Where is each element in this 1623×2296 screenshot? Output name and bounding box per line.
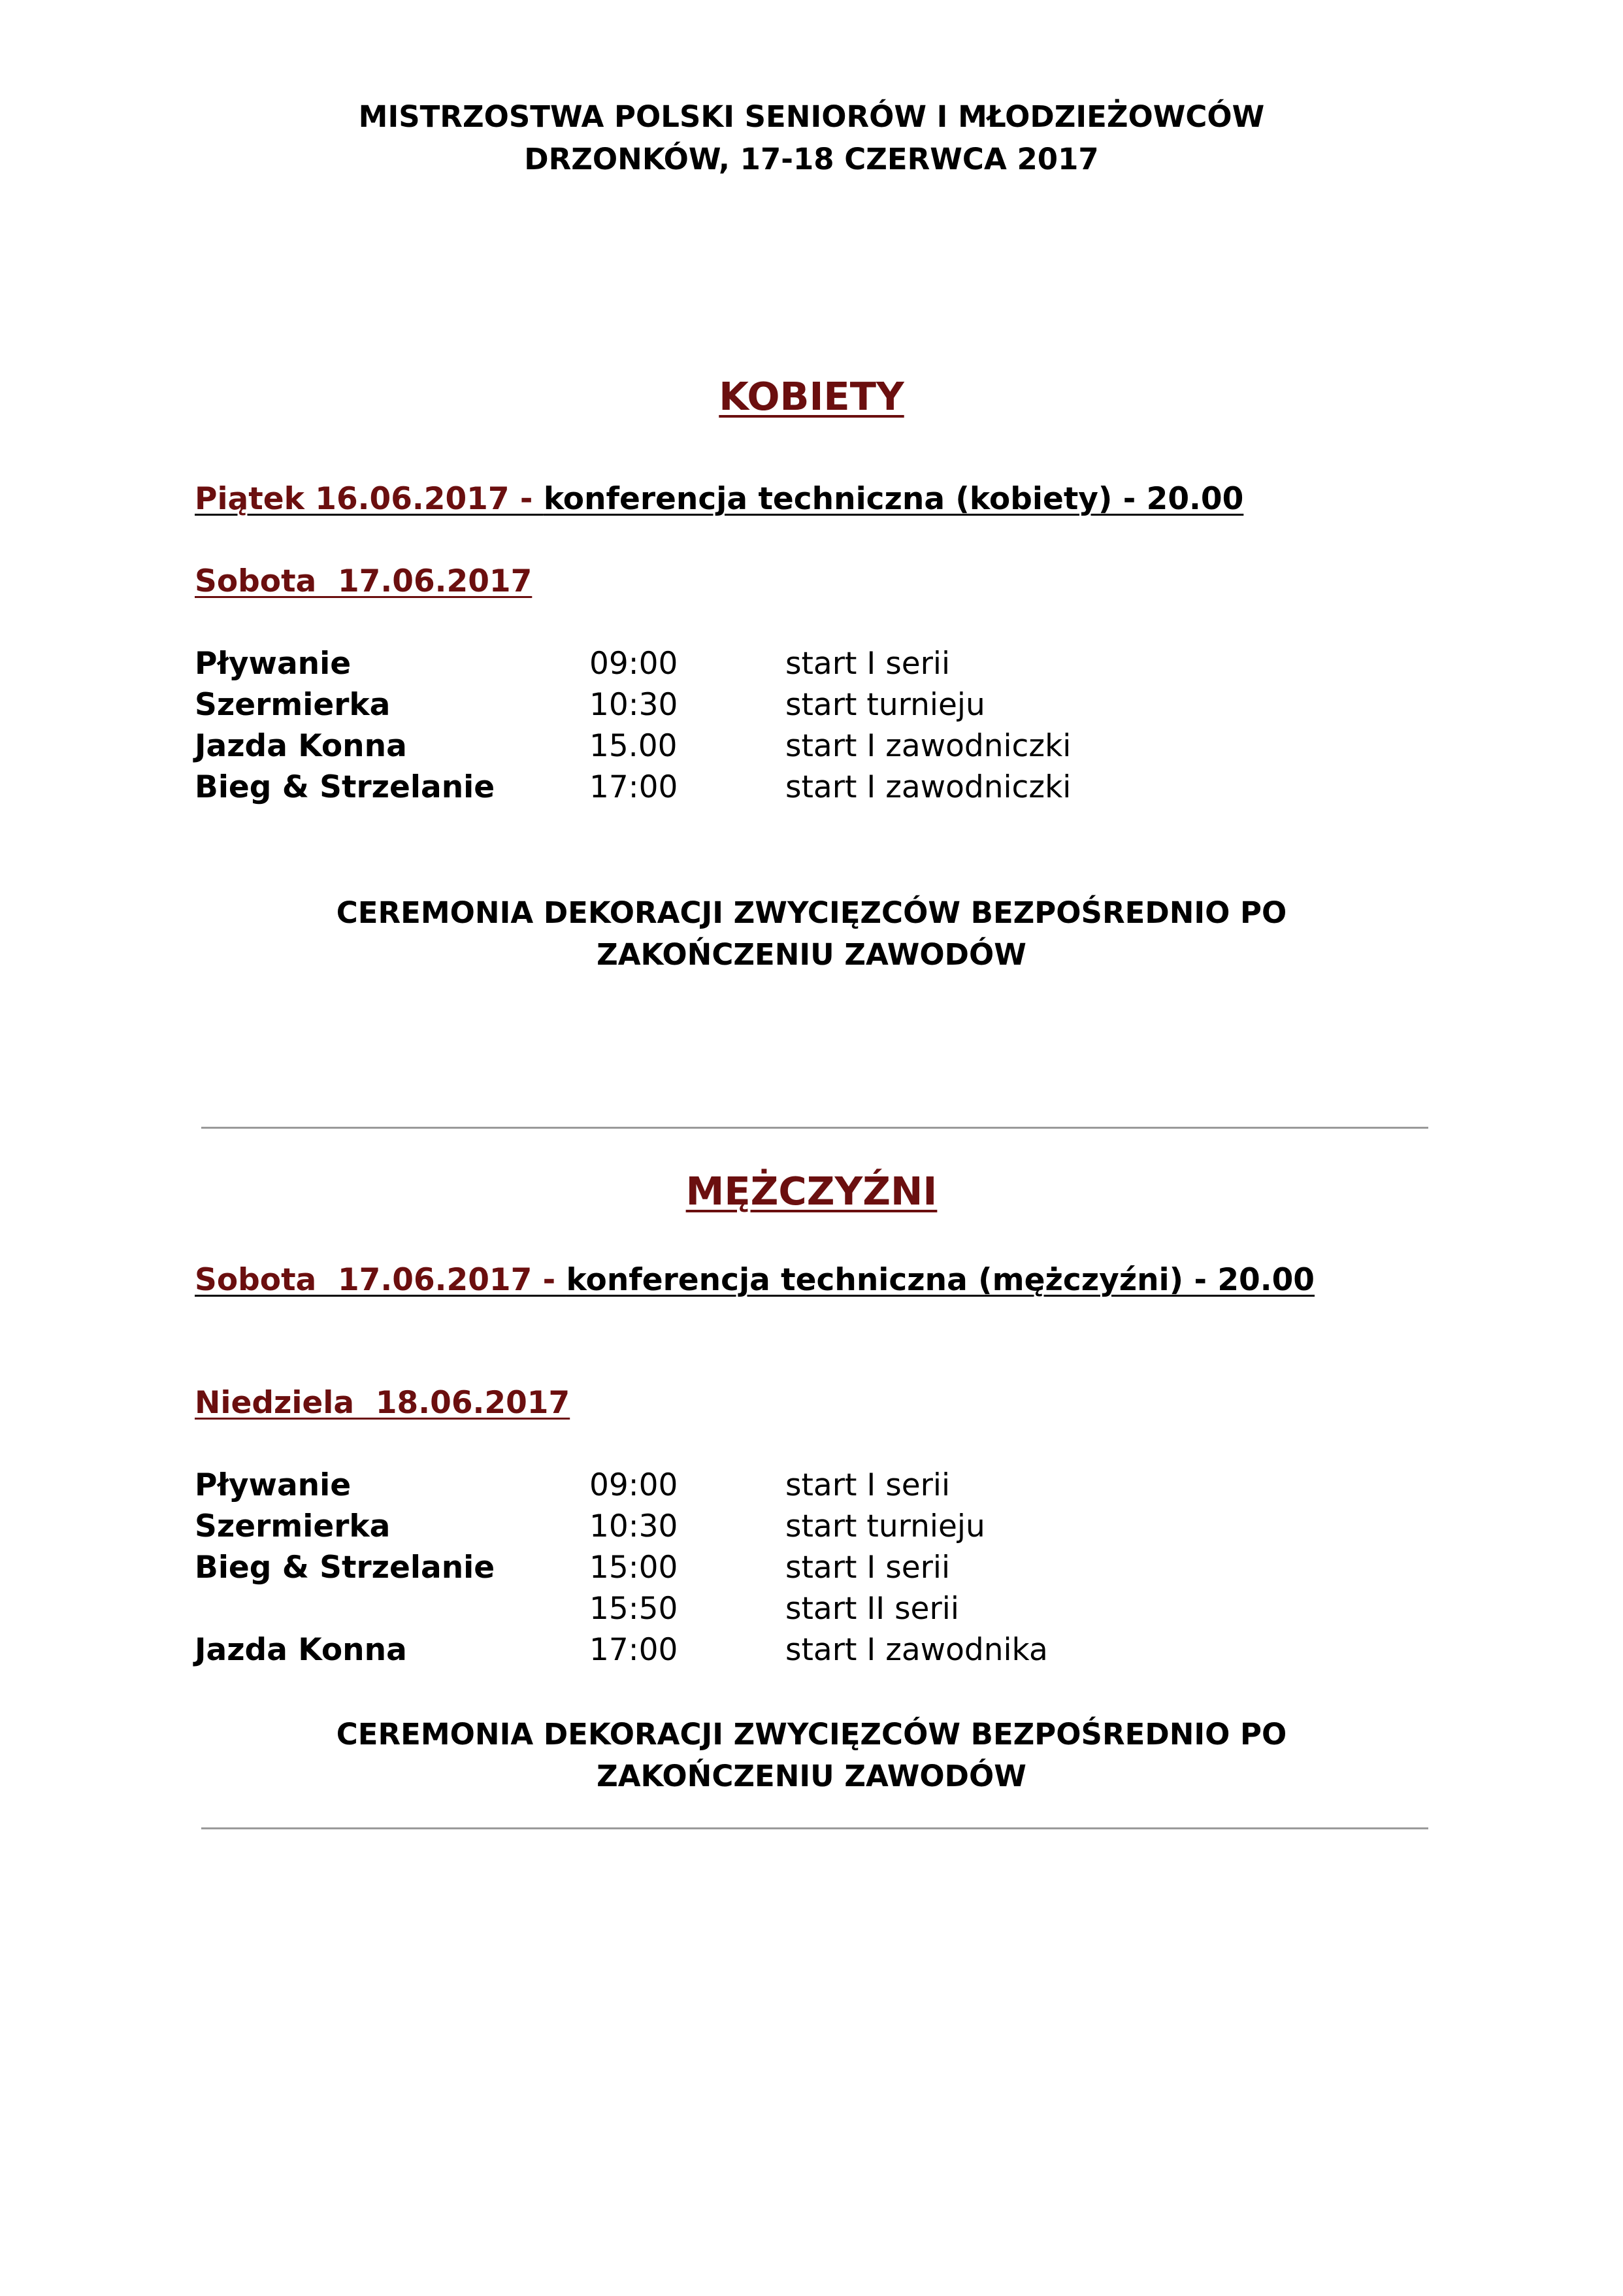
event-time: 09:00: [589, 1467, 678, 1503]
event-description: start I serii: [785, 1550, 951, 1586]
event-description: start turnieju: [785, 687, 985, 723]
event-time: 17:00: [589, 769, 678, 805]
event-time: 15:50: [589, 1591, 678, 1627]
event-description: start II serii: [785, 1591, 959, 1627]
schedule-row: [0, 728, 1623, 770]
men-conference-text: konferencja techniczna (mężczyźni) - 20.00: [566, 1262, 1315, 1298]
event-time: 15.00: [589, 728, 678, 764]
schedule-row: [0, 1550, 1623, 1591]
women-ceremony-line2: ZAKOŃCZENIU ZAWODÓW: [597, 937, 1026, 972]
event-description: start I serii: [785, 646, 951, 682]
men-conference-line: [195, 1262, 1315, 1298]
men-ceremony-line1: CEREMONIA DEKORACJI ZWYCIĘZCÓW BEZPOŚREDNIO PO: [336, 1717, 1287, 1752]
section-title-men: MĘŻCZYŹNI: [685, 1169, 938, 1214]
section-title-women: KOBIETY: [719, 374, 904, 419]
event-time: 15:00: [589, 1550, 678, 1586]
event-name: Jazda Konna: [195, 728, 407, 764]
men-conference-day: Sobota 17.06.2017 -: [195, 1262, 566, 1298]
event-time: 09:00: [589, 646, 678, 682]
men-competition-day: Niedziela 18.06.2017: [195, 1385, 570, 1421]
schedule-row: [0, 1508, 1623, 1550]
event-time: 10:30: [589, 1508, 678, 1544]
section-divider-bottom: [201, 1827, 1428, 1829]
women-conference-line: [195, 481, 1243, 517]
schedule-row: [0, 1467, 1623, 1509]
event-time: 17:00: [589, 1632, 678, 1668]
women-ceremony-line1: CEREMONIA DEKORACJI ZWYCIĘZCÓW BEZPOŚREDNIO PO: [336, 895, 1287, 930]
header-subtitle: DRZONKÓW, 17-18 CZERWCA 2017: [524, 142, 1099, 176]
event-description: start turnieju: [785, 1508, 985, 1544]
event-description: start I zawodniczki: [785, 728, 1072, 764]
event-name: Szermierka: [195, 1508, 391, 1544]
schedule-row: [0, 1632, 1623, 1674]
women-competition-day: Sobota 17.06.2017: [195, 563, 533, 599]
event-name: Pływanie: [195, 1467, 352, 1503]
schedule-row: [0, 646, 1623, 688]
men-ceremony-line2: ZAKOŃCZENIU ZAWODÓW: [597, 1759, 1026, 1793]
women-conference-day: Piątek 16.06.2017 -: [195, 481, 544, 517]
event-name: Bieg & Strzelanie: [195, 1550, 495, 1586]
event-name: Pływanie: [195, 646, 352, 682]
schedule-row: [0, 687, 1623, 729]
event-name: Szermierka: [195, 687, 391, 723]
schedule-row: [0, 769, 1623, 811]
schedule-row: [0, 1591, 1623, 1633]
event-description: start I zawodniczki: [785, 769, 1072, 805]
event-time: 10:30: [589, 687, 678, 723]
header-title: MISTRZOSTWA POLSKI SENIORÓW I MŁODZIEŻOWCÓW: [358, 99, 1265, 134]
event-name: Bieg & Strzelanie: [195, 769, 495, 805]
section-divider: [201, 1127, 1428, 1129]
women-conference-text: konferencja techniczna (kobiety) - 20.00: [543, 481, 1244, 517]
event-description: start I serii: [785, 1467, 951, 1503]
event-description: start I zawodnika: [785, 1632, 1048, 1668]
event-name: Jazda Konna: [195, 1632, 407, 1668]
